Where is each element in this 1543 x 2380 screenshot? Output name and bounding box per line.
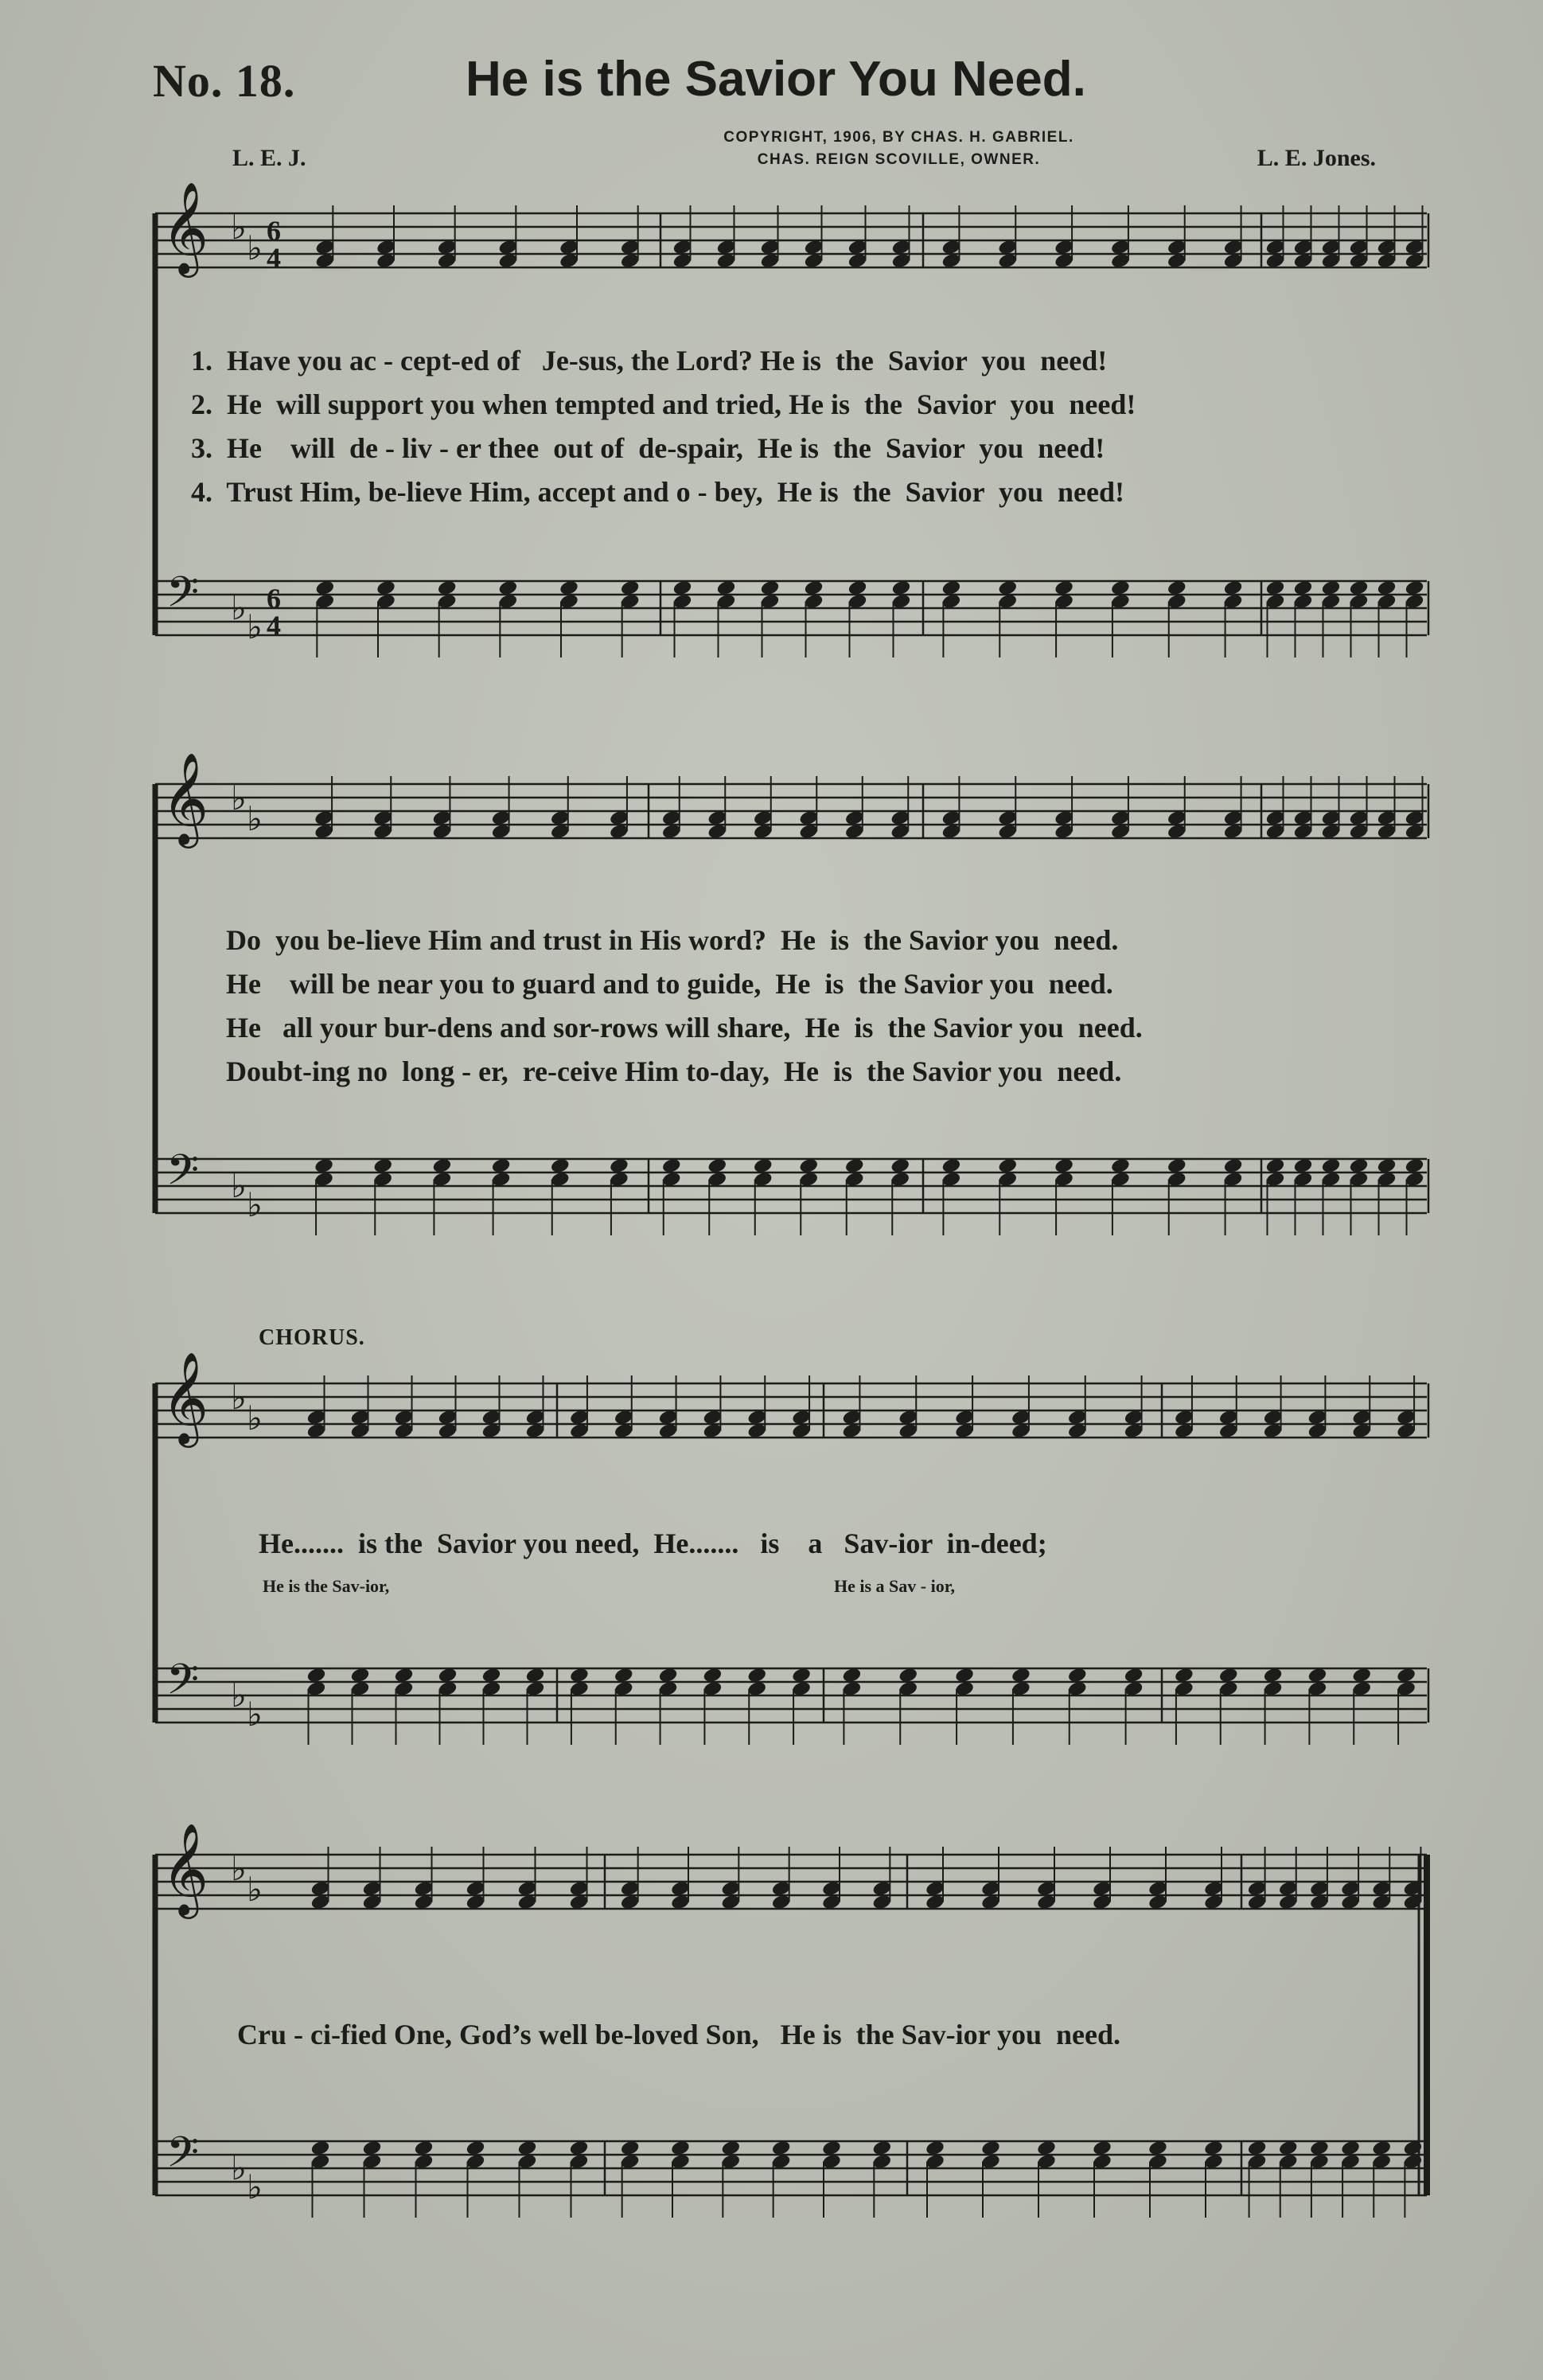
verse-2-line-1: 2. He will support you when tempted and tried, He is the Savior you need! xyxy=(191,388,1136,420)
verse-2-line-2: He will be near you to guard and to guide, He is the Savior you need. xyxy=(226,968,1113,1000)
words-author: L. E. J. xyxy=(232,145,306,171)
treble-clef: 𝄞 xyxy=(162,181,209,274)
bass-clef: 𝄢 xyxy=(166,1146,200,1205)
flat-sign: ♭ xyxy=(247,1697,263,1734)
chorus-line-1: He....... is the Savior you need, He....... is a Sav-ior in-deed; xyxy=(259,1527,1047,1559)
flat-sign: ♭ xyxy=(247,1872,263,1909)
verse-4-line-2: Doubt-ing no long - er, re-ceive Him to-day, He is the Savior you need. xyxy=(226,1055,1122,1087)
copyright-line: COPYRIGHT, 1906, BY CHAS. H. GABRIEL. xyxy=(723,129,1074,146)
flat-sign: ♭ xyxy=(247,1188,263,1224)
flat-sign: ♭ xyxy=(231,781,247,817)
flat-sign: ♭ xyxy=(247,610,263,646)
flat-sign: ♭ xyxy=(231,1678,247,1715)
verse-3-line-1: 3. He will de - liv - er thee out of de-spair, He is the Savior you need! xyxy=(191,432,1105,464)
verse-1-line-2: Do you be-lieve Him and trust in His word? He is the Savior you need. xyxy=(226,924,1119,956)
bass-echo-2: He is a Sav - ior, xyxy=(834,1576,955,1596)
time-signature: 6 xyxy=(267,215,281,247)
flat-sign: ♭ xyxy=(231,2151,247,2187)
music-author: L. E. Jones. xyxy=(1257,145,1376,171)
hymn-title: He is the Savior You Need. xyxy=(466,52,1086,107)
treble-clef: 𝄞 xyxy=(162,751,209,845)
flat-sign: ♭ xyxy=(247,2170,263,2206)
time-signature: 4 xyxy=(267,242,281,274)
treble-clef: 𝄞 xyxy=(162,1822,209,1915)
time-signature: 6 xyxy=(267,583,281,615)
chorus-label: CHORUS. xyxy=(259,1325,365,1350)
verse-3-line-2: He all your bur-dens and sor-rows will share, He is the Savior you need. xyxy=(226,1012,1143,1044)
bass-echo-1: He is the Sav-ior, xyxy=(263,1576,390,1596)
flat-sign: ♭ xyxy=(231,1169,247,1205)
bass-clef: 𝄢 xyxy=(166,1656,200,1715)
flat-sign: ♭ xyxy=(247,802,263,838)
copyright-owner-line: CHAS. REIGN SCOVILLE, OWNER. xyxy=(757,151,1041,168)
flat-sign: ♭ xyxy=(231,1380,247,1417)
chorus-line-2: Cru - ci-fied One, God’s well be-loved Son, He is the Sav-ior you need. xyxy=(237,2019,1120,2050)
verse-4-line-1: 4. Trust Him, be-lieve Him, accept and o - bey, He is the Savior you need! xyxy=(191,476,1124,508)
bass-clef: 𝄢 xyxy=(166,2128,200,2187)
bass-clef: 𝄢 xyxy=(166,568,200,627)
flat-sign: ♭ xyxy=(231,1851,247,1888)
hymn-number: No. 18. xyxy=(153,55,296,107)
treble-clef: 𝄞 xyxy=(162,1351,209,1444)
flat-sign: ♭ xyxy=(231,210,247,247)
flat-sign: ♭ xyxy=(247,231,263,267)
flat-sign: ♭ xyxy=(231,591,247,627)
verse-1-line-1: 1. Have you ac - cept-ed of Je-sus, the Lord? He is the Savior you need! xyxy=(191,345,1108,377)
flat-sign: ♭ xyxy=(247,1401,263,1438)
time-signature: 4 xyxy=(267,610,281,642)
